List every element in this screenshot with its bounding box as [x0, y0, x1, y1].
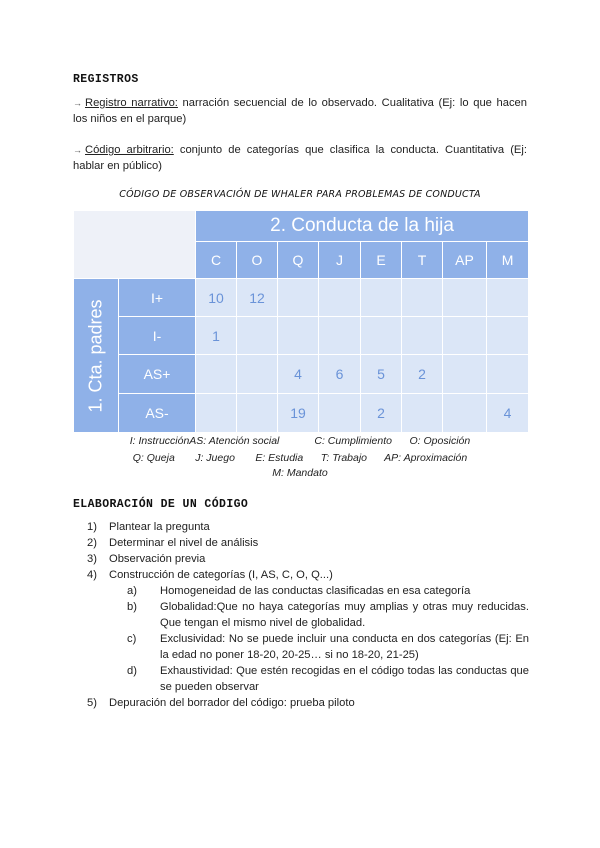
- table-cell: [402, 317, 443, 355]
- table-cell: [319, 317, 361, 355]
- table-cell: [487, 317, 529, 355]
- registro-narrativo-paragraph: [73, 95, 527, 127]
- table-cell: [361, 279, 402, 317]
- sub-list-text: Homogeneidad de las conductas clasificadas en esa categoría: [160, 585, 471, 597]
- legend-line-2: [73, 452, 527, 464]
- table-cell: [278, 279, 319, 317]
- table-cell: [237, 394, 278, 433]
- table-cell: [361, 317, 402, 355]
- arrow-icon: →: [73, 98, 82, 108]
- table-cell: 1: [196, 317, 237, 355]
- legend-item: AS: Atención social: [189, 435, 280, 447]
- table-cell: [443, 394, 487, 433]
- observation-code-table: [73, 210, 529, 433]
- list-number: 2): [87, 537, 97, 549]
- registro-narrativo-term: Registro narrativo:: [85, 97, 178, 109]
- codigo-arbitrario-text: conjunto de categorías que clasifica la conducta. Cuantitativa (Ej: hablar en público): [73, 144, 527, 172]
- table-cell: [237, 317, 278, 355]
- sub-list: [109, 583, 529, 695]
- table-cell: [319, 394, 361, 433]
- legend-line-3: [73, 467, 527, 479]
- column-header: J: [319, 242, 361, 279]
- list-number: 4): [87, 569, 97, 581]
- sub-list-letter: c): [127, 633, 137, 645]
- sub-list-letter: a): [127, 585, 137, 597]
- list-number: 5): [87, 697, 97, 709]
- arrow-icon: →: [73, 145, 82, 155]
- table-corner: [74, 211, 196, 279]
- table-cell: 4: [278, 355, 319, 394]
- legend-item: T: Trabajo: [320, 452, 368, 464]
- sub-list-letter: d): [127, 665, 137, 677]
- table-cell: [443, 355, 487, 394]
- sub-list-item: [109, 599, 529, 631]
- column-header: AP: [443, 242, 487, 279]
- registros-heading: REGISTROS: [73, 73, 139, 86]
- legend-item: I: Instrucción: [129, 435, 190, 447]
- row-header: AS+: [119, 355, 196, 394]
- list-item: [73, 567, 529, 695]
- column-header: M: [487, 242, 529, 279]
- table-cell: [402, 279, 443, 317]
- table-cell: 19: [278, 394, 319, 433]
- table-cell: [402, 394, 443, 433]
- list-item: [73, 551, 529, 567]
- list-text: Plantear la pregunta: [109, 521, 210, 533]
- registro-narrativo-text: narración secuencial de lo observado. Cualitativa (Ej: lo que hacen los niños en el parque): [73, 97, 527, 125]
- list-text: Depuración del borrador del código: prueba piloto: [109, 697, 355, 709]
- legend-item: E: Estudia: [255, 452, 304, 464]
- top-header: 2. Conducta de la hija: [196, 211, 529, 242]
- legend-item: AP: Aproximación: [384, 452, 468, 464]
- table-cell: [443, 317, 487, 355]
- list-item: [73, 695, 529, 711]
- legend-item: C: Cumplimiento: [314, 435, 392, 447]
- table-cell: [278, 317, 319, 355]
- legend-item: O: Oposición: [409, 435, 471, 447]
- list-item: [73, 535, 529, 551]
- table-cell: 6: [319, 355, 361, 394]
- sub-list-item: [109, 583, 529, 599]
- list-text: Construcción de categorías (I, AS, C, O, Q...): [109, 569, 333, 581]
- column-header: Q: [278, 242, 319, 279]
- table-cell: [196, 394, 237, 433]
- table-title: CÓDIGO DE OBSERVACIÓN DE WHALER PARA PROBLEMAS DE CONDUCTA: [119, 189, 481, 200]
- list-text: Observación previa: [109, 553, 206, 565]
- table-cell: [319, 279, 361, 317]
- list-text: Determinar el nivel de análisis: [109, 537, 259, 549]
- legend-line-1: [73, 435, 527, 447]
- table-cell: 10: [196, 279, 237, 317]
- table-cell: [196, 355, 237, 394]
- list-item: [73, 519, 529, 535]
- side-header-label: 1. Cta. padres: [85, 298, 106, 413]
- table-cell: 5: [361, 355, 402, 394]
- sub-list-item: [109, 663, 529, 695]
- table-cell: 2: [402, 355, 443, 394]
- elaboracion-heading: ELABORACIÓN DE UN CÓDIGO: [73, 498, 249, 511]
- list-number: 3): [87, 553, 97, 565]
- side-header: [74, 279, 119, 433]
- legend-item: J: Juego: [195, 452, 235, 464]
- sub-list-text: Globalidad:Que no haya categorías muy amplias y otras muy reducidas. Que tengan el mismo nivel de globalidad.: [160, 601, 529, 629]
- table-cell: 4: [487, 394, 529, 433]
- codigo-arbitrario-term: Código arbitrario:: [85, 144, 174, 156]
- legend-item: M: Mandato: [272, 467, 328, 479]
- sub-list-text: Exclusividad: No se puede incluir una conducta en dos categorías (Ej: En la edad no poner 18-20, 20-25… si no 18-20, 21-25): [160, 633, 529, 661]
- column-header: O: [237, 242, 278, 279]
- column-header: E: [361, 242, 402, 279]
- codigo-arbitrario-paragraph: [73, 142, 527, 174]
- row-header: I+: [119, 279, 196, 317]
- table-cell: [443, 279, 487, 317]
- table-cell: [237, 355, 278, 394]
- table-cell: [487, 279, 529, 317]
- sub-list-letter: b): [127, 601, 137, 613]
- sub-list-text: Exhaustividad: Que estén recogidas en el código todas las conductas que se pueden observar: [160, 665, 529, 693]
- list-number: 1): [87, 521, 97, 533]
- legend-item: Q: Queja: [132, 452, 175, 464]
- steps-list: [73, 519, 529, 711]
- table-cell: [487, 355, 529, 394]
- table-cell: 12: [237, 279, 278, 317]
- column-header: C: [196, 242, 237, 279]
- row-header: I-: [119, 317, 196, 355]
- column-header: T: [402, 242, 443, 279]
- row-header: AS-: [119, 394, 196, 433]
- table-cell: 2: [361, 394, 402, 433]
- sub-list-item: [109, 631, 529, 663]
